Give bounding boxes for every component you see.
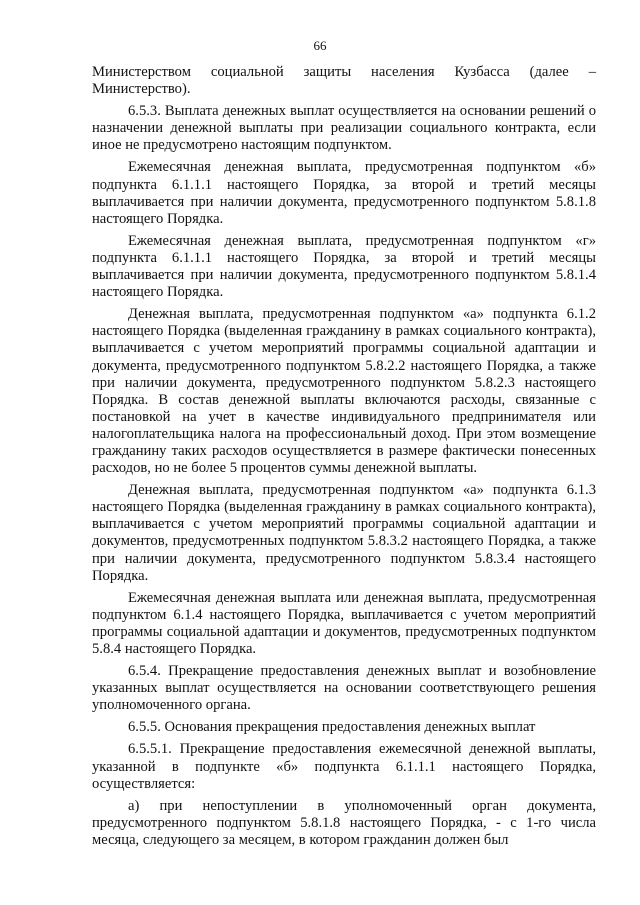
paragraph-6-5-5-heading: 6.5.5. Основания прекращения предоставления денежных выплат — [128, 719, 536, 736]
paragraph-payment-6-1-2: Денежная выплата, предусмотренная подпунктом «а» подпункта 6.1.2 настоящего Порядка (выделенная гражданину в рамках социального контракта), выплачивается с учетом мероприятий программы социальной адаптации и документа, предусмотренного подпунктом 5.8.2.2 настоящего Порядка, а также при наличии документа, предусмотренного подпунктом 5.8.2.3 настоящего Порядка. В состав денежной выплаты включаются расходы, связанные с постановкой на учет в качестве индивидуального предпринимателя или налогоплательщика налога на профессиональный доход. При этом возмещение гражданину таких расходов осуществляется в размере фактически понесенных расходов, но не более 5 процентов суммы денежной выплаты. — [92, 306, 596, 477]
paragraph-6-5-4: 6.5.4. Прекращение предоставления денежных выплат и возобновление указанных выплат осуществляется на основании соответствующего решения уполномоченного органа. — [92, 663, 596, 714]
paragraph-payment-6-1-4: Ежемесячная денежная выплата или денежная выплата, предусмотренная подпунктом 6.1.4 настоящего Порядка, выплачивается с учетом мероприятий программы социальной адаптации и документов, предусмотренных подпунктом 5.8.4 настоящего Порядка. — [92, 589, 596, 657]
paragraph-6-5-3: 6.5.3. Выплата денежных выплат осуществляется на основании решений о назначении денежной выплаты при реализации социального контракта, если иное не предусмотрено настоящим подпунктом. — [92, 103, 596, 154]
paragraph-monthly-payment-b: Ежемесячная денежная выплата, предусмотренная подпунктом «б» подпункта 6.1.1.1 настоящего Порядка, за второй и третий месяцы выплачивается при наличии документа, предусмотренного подпунктом 5.8.1.8 настоящего Порядка. — [92, 159, 596, 227]
paragraph-item-a: а) при непоступлении в уполномоченный орган документа, предусмотренного подпунктом 5.8.1.8 настоящего Порядка, - с 1-го числа месяца, следующего за месяцем, в котором гражданин должен был — [92, 797, 596, 848]
paragraph-6-5-5-1: 6.5.5.1. Прекращение предоставления ежемесячной денежной выплаты, указанной в подпункте «б» подпункта 6.1.1.1 настоящего Порядка, осуществляется: — [92, 741, 596, 792]
document-body — [92, 64, 596, 849]
page-number: 66 — [313, 38, 327, 53]
paragraph-payment-6-1-3: Денежная выплата, предусмотренная подпунктом «а» подпункта 6.1.3 настоящего Порядка (выделенная гражданину в рамках социального контракта), выплачивается с учетом мероприятий программы социальной адаптации и документов, предусмотренных подпунктом 5.8.3.2 настоящего Порядка, а также при наличии документа, предусмотренного подпунктом 5.8.3.4 настоящего Порядка. — [92, 482, 596, 584]
paragraph-monthly-payment-g: Ежемесячная денежная выплата, предусмотренная подпунктом «г» подпункта 6.1.1.1 настоящего Порядка, за второй и третий месяцы выплачивается при наличии документа, предусмотренного подпунктом 5.8.1.4 настоящего Порядка. — [92, 232, 596, 301]
paragraph-ministry-continuation: Министерством социальной защиты населения Кузбасса (далее – Министерство). — [92, 64, 596, 98]
